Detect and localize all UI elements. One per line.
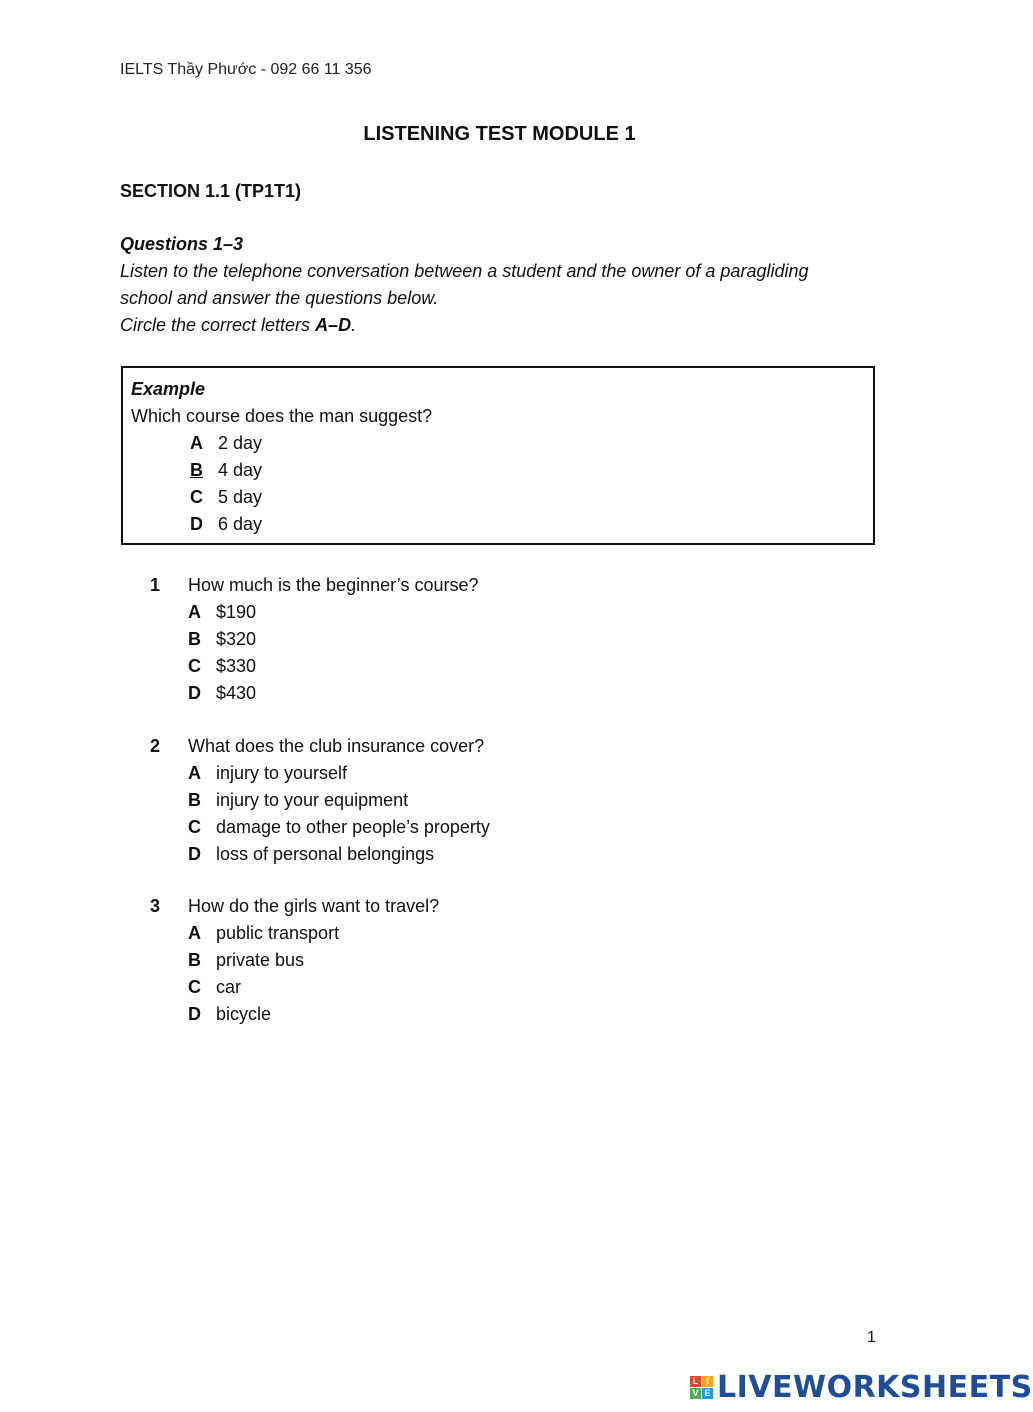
question-text: How much is the beginner’s course? <box>188 575 479 595</box>
question-1-option-b[interactable] <box>188 629 256 650</box>
option-text: injury to your equipment <box>216 790 409 810</box>
question-3-option-c[interactable] <box>188 977 241 998</box>
option-text: public transport <box>216 923 340 943</box>
option-text: $430 <box>216 683 257 703</box>
question-3-option-a[interactable] <box>188 923 339 944</box>
option-text: $320 <box>216 629 257 649</box>
example-option-c[interactable] <box>190 487 262 508</box>
page-header: IELTS Thầy Phước - 092 66 11 356 <box>120 61 372 78</box>
example-option-a[interactable] <box>190 433 262 454</box>
option-letter: C <box>188 817 201 837</box>
question-2-option-b[interactable] <box>188 790 408 811</box>
question-1-option-d[interactable] <box>188 683 256 704</box>
example-option-d[interactable] <box>190 514 262 535</box>
instruction-line-2: school and answer the questions below. <box>120 288 439 308</box>
question-2-option-d[interactable] <box>188 844 434 865</box>
question-2-option-a[interactable] <box>188 763 347 784</box>
example-box <box>121 366 875 545</box>
instruction-line-1: Listen to the telephone conversation between a student and the owner of a paragliding <box>120 261 809 281</box>
option-letter: A <box>188 602 201 622</box>
option-letter: D <box>190 514 203 534</box>
question-3-option-d[interactable] <box>188 1004 271 1025</box>
option-letter: C <box>190 487 203 507</box>
liveworksheets-logo-icon <box>690 1376 713 1399</box>
question-1-option-c[interactable] <box>188 656 256 677</box>
example-option-b-selected[interactable] <box>190 460 262 481</box>
option-text: 6 day <box>218 514 263 534</box>
option-text: $330 <box>216 656 257 676</box>
option-text: loss of personal belongings <box>216 844 435 864</box>
option-text: damage to other people’s property <box>216 817 490 837</box>
option-letter: A <box>188 923 201 943</box>
option-letter: B <box>190 460 203 480</box>
logo-letter: V <box>690 1388 701 1399</box>
option-text: 4 day <box>218 460 263 480</box>
option-letter: B <box>188 950 201 970</box>
instruction-prefix: Circle the correct letters <box>120 315 316 335</box>
example-label: Example <box>131 379 206 399</box>
question-1-option-a[interactable] <box>188 602 256 623</box>
question-text: What does the club insurance cover? <box>188 736 485 756</box>
brand-text: LIVEWORKSHEETS <box>717 1370 1033 1405</box>
question-3-option-b[interactable] <box>188 950 304 971</box>
question-2-option-c[interactable] <box>188 817 490 838</box>
option-letter: C <box>188 977 201 997</box>
logo-letter: L <box>690 1376 701 1387</box>
questions-range: Questions 1–3 <box>120 234 244 254</box>
question-text: How do the girls want to travel? <box>188 896 440 916</box>
option-letter: C <box>188 656 201 676</box>
option-text: bicycle <box>216 1004 272 1024</box>
option-text: private bus <box>216 950 305 970</box>
option-text: 2 day <box>218 433 263 453</box>
liveworksheets-brand[interactable] <box>690 1370 1033 1405</box>
option-text: car <box>216 977 242 997</box>
question-number: 1 <box>150 575 161 595</box>
example-question: Which course does the man suggest? <box>131 406 433 426</box>
option-letter: B <box>188 629 201 649</box>
question-number: 3 <box>150 896 161 916</box>
page-number: 1 <box>867 1329 876 1346</box>
option-letter: A <box>188 763 201 783</box>
option-letter: D <box>188 844 201 864</box>
option-letter: D <box>188 683 201 703</box>
option-letter: D <box>188 1004 201 1024</box>
option-letter: A <box>190 433 203 453</box>
instruction-line-3 <box>120 315 356 336</box>
logo-letter: E <box>702 1388 713 1399</box>
option-text: 5 day <box>218 487 263 507</box>
instruction-letters: A–D <box>315 315 352 335</box>
page-title: LISTENING TEST MODULE 1 <box>363 123 636 145</box>
option-text: $190 <box>216 602 257 622</box>
option-text: injury to yourself <box>216 763 348 783</box>
section-heading: SECTION 1.1 (TP1T1) <box>120 181 302 201</box>
option-letter: B <box>188 790 201 810</box>
instruction-suffix: . <box>351 315 357 335</box>
logo-letter: I <box>702 1376 713 1387</box>
question-number: 2 <box>150 736 161 756</box>
